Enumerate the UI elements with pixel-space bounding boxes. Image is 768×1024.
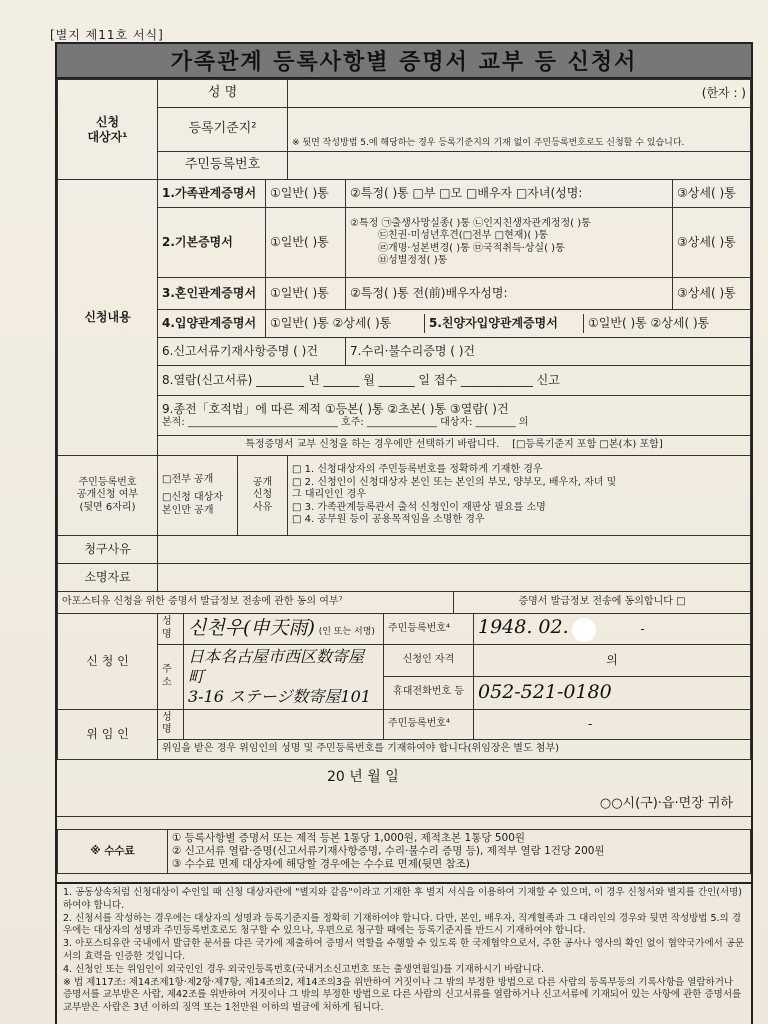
note-item: ※ 법 제117조: 제14조제1항·제2항·제7항, 제14조의2, 제14조의3을 위반하여 거짓이나 그 밖의 부정한 방법으로 다른 사람의 등록부등의 기록사항을 열람하거나 증명서를 교부받은 사람, 제42조를 위반하여 거짓이나 그 밖의 부정한 방법으로 다른 사람의 신고서류를 열람하거나 신고서류에 기재되어 있는 사항에 관한 증명서를 교부받은 사람은 3년 이하의 징역 또는 1천만원 이하의 벌금에 처하게 됩니다. xyxy=(63,976,742,1014)
row3-specific[interactable]: ②특정( )통 전(前)배우자성명: xyxy=(346,278,673,310)
row4-5-cell xyxy=(266,310,751,338)
form-title: 가족관계 등록사항별 증명서 교부 등 신청서 xyxy=(170,50,638,75)
row7[interactable]: 7.수리·불수리증명 ( )건 xyxy=(346,338,751,366)
row9-sub: 본적: ______________________________ 호주: ______________ 대상자: ________ 의 xyxy=(162,416,529,428)
row2-label: 2.기본증명서 xyxy=(158,208,266,278)
reason-label: 공개 신청 사유 xyxy=(238,456,288,536)
delegate-rrn-field[interactable] xyxy=(474,709,751,739)
applicant-address-label: 주소 xyxy=(158,644,184,709)
reason-item[interactable]: □ 3. 가족관계등록관서 출석 신청인이 재판상 필요를 소명 xyxy=(292,501,546,513)
applicant-rrn-label: 주민등록번호⁴ xyxy=(384,614,474,645)
row5-label: 5.친양자입양관계증명서 xyxy=(425,314,584,333)
apostille-consent[interactable]: 증명서 발급정보 전송에 동의합니다 □ xyxy=(454,592,751,614)
row2-specific-line: ㉥성별정정( )통 xyxy=(378,255,448,266)
rrn-label: 주민등록번호 xyxy=(158,152,288,180)
delegate-section-label: 위 임 인 xyxy=(58,709,158,759)
disclosure-table xyxy=(57,455,751,592)
phone-label: 휴대전화번호 등 xyxy=(384,676,474,709)
date-line[interactable]: 20 년 월 일 xyxy=(327,768,399,785)
row1-specific[interactable]: ②특정( )통 □부 □모 □배우자 □자녀(성명: xyxy=(346,180,673,208)
specific-note-row xyxy=(158,436,751,456)
registry-field[interactable] xyxy=(288,108,751,152)
row4-5-table xyxy=(266,314,750,333)
note-item: 3. 아포스티유란 국내에서 발급한 문서를 다른 국가에 제출하여 증명서 역할을 수행할 수 있도록 한 국제협약으로서, 주한 공사나 영사의 확인 없이 협약국가에서 공문서의 효력을 인증한 것입니다. xyxy=(63,938,745,962)
row2-detail[interactable]: ③상세( )통 xyxy=(673,208,751,278)
row2-general[interactable]: ①일반( )통 xyxy=(266,208,346,278)
rrn-dash: - xyxy=(588,716,593,731)
row9[interactable] xyxy=(158,396,751,436)
target-table xyxy=(57,79,751,180)
fee-items xyxy=(168,829,751,873)
row6[interactable]: 6.신고서류기재사항증명 ( )건 xyxy=(158,338,346,366)
registry-note: ※ 뒷면 작성방법 5.에 해당하는 경우 등록기준지의 기재 없이 주민등록번호로도 신청할 수 있습니다. xyxy=(292,137,685,148)
opt-self[interactable]: □신청 대상자 본인만 공개 xyxy=(162,492,223,516)
fee-item: ③ 수수료 면제 대상자에 해당할 경우에는 수수료 면제(뒷면 참조) xyxy=(172,857,470,870)
row3-detail[interactable]: ③상세( )통 xyxy=(673,278,751,310)
row2-specific-line: ㉣개명·성본변경( )통 ㉤국적취득·상실( )통 xyxy=(378,242,565,254)
row1-general[interactable]: ①일반( )통 xyxy=(266,180,346,208)
registry-label: 등록기준지² xyxy=(158,108,288,152)
applicant-rrn: 1948. 02. xyxy=(478,616,569,638)
content-table xyxy=(57,179,751,456)
reason-item[interactable]: □ 4. 공무원 등이 공용목적임을 소명한 경우 xyxy=(292,514,485,526)
row3-general[interactable]: ①일반( )통 xyxy=(266,278,346,310)
sign-label: (인 또는 서명) xyxy=(318,626,375,637)
disclosure-options xyxy=(158,456,238,536)
fee-table xyxy=(57,829,751,874)
row9-label: 9.종전「호적법」에 따른 제적 ①등본( )통 ②초본( )통 ③열람( )건 xyxy=(162,401,509,416)
note-item: 4. 신청인 또는 위임인이 외국인인 경우 외국인등록번호(국내거소신고번호 또는 출생연월일)를 기재하시기 바랍니다. xyxy=(63,963,545,975)
row2-specific-line: ㉢친권·미성년후견(□전부 □현재)( )통 xyxy=(378,230,548,241)
apostille-table xyxy=(57,591,751,614)
proof-field[interactable] xyxy=(158,564,751,592)
opt-all[interactable]: □전부 공개 xyxy=(162,473,214,485)
name-label: 성 명 xyxy=(158,80,288,108)
rrn-dash: - xyxy=(640,622,645,636)
row5-options[interactable]: ①일반( )통 ②상세( )통 xyxy=(588,316,710,330)
reason-item[interactable]: □ 1. 신청대상자의 주민등록번호를 정확하게 기재한 경우 xyxy=(292,464,543,476)
phone-field[interactable] xyxy=(474,676,751,709)
note-item: 2. 신청서를 작성하는 경우에는 대상자의 성명과 등록기준지를 정확히 기재하여야 합니다. 다만, 본인, 배우자, 직계혈족과 그 대리인의 경우와 뒷면 작성방법 5.의 경우에는 대상자의 성명과 주민등록번호로도 청구할 수 있으나, 우편으로 청구할 때에는 등록기준지를 반드시 기재하여야 합니다. xyxy=(63,912,741,937)
registry-include[interactable]: [□등록기준지 포함 □본(本) 포함] xyxy=(512,439,663,451)
applicant-table xyxy=(57,613,751,760)
row4-options[interactable]: ①일반( )통 ②상세( )통 xyxy=(266,314,425,333)
address-line: 日本名古屋市西区数寄屋町 xyxy=(188,646,365,686)
reasons xyxy=(288,456,751,536)
applicant-name-label: 성명 xyxy=(158,614,184,645)
notes xyxy=(57,882,751,1018)
proof-label: 소명자료 xyxy=(58,564,158,592)
applicant-rrn-field[interactable] xyxy=(474,614,751,645)
form-title-bar xyxy=(57,44,751,79)
date-block xyxy=(57,760,751,817)
row2-specific-line: ②특정 ㉠출생사망실종( )통 ㉡인지친생자관계정정( )통 xyxy=(350,217,591,229)
disclosure-section-label: 주민등록번호 공개신청 여부 (뒷면 6자리) xyxy=(58,456,158,536)
address-line: 3-16 ステージ数寄屋101 xyxy=(188,686,371,706)
fee-label: ※ 수수료 xyxy=(58,829,168,873)
application-form xyxy=(55,42,753,1024)
claim-reason-field[interactable] xyxy=(158,536,751,564)
delegate-name-field[interactable] xyxy=(184,709,384,739)
applicant-address-field[interactable] xyxy=(184,644,384,709)
rrn-field[interactable] xyxy=(288,152,751,180)
row1-label: 1.가족관계증명서 xyxy=(158,180,266,208)
applicant-name-field[interactable] xyxy=(184,614,384,645)
target-section-label: 신청 대상자¹ xyxy=(58,80,158,180)
phone-value: 052-521-0180 xyxy=(478,680,612,703)
qualification-label: 신청인 자격 xyxy=(384,644,474,676)
row3-label: 3.혼인관계증명서 xyxy=(158,278,266,310)
row4-label: 4.입양관계증명서 xyxy=(158,310,266,338)
specific-note: 특정증명서 교부 신청을 하는 경우에만 선택하기 바랍니다. xyxy=(245,439,500,451)
content-section-label: 신청내용 xyxy=(58,180,158,456)
apostille-left: 아포스티유 신청을 위한 증명서 발급정보 전송에 관한 동의 여부⁷ xyxy=(58,592,454,614)
claim-reason-label: 청구사유 xyxy=(58,536,158,564)
redaction-mark xyxy=(572,618,596,642)
applicant-section-label: 신 청 인 xyxy=(58,614,158,710)
recipient: ○○시(구)·읍·면장 귀하 xyxy=(599,795,733,811)
fee-item: ① 등록사항별 증명서 또는 제적 등본 1통당 1,000원, 제적초본 1통당 500원 xyxy=(172,831,526,844)
hanja-field[interactable]: (한자 : ) xyxy=(288,80,751,108)
applicant-name: 신천우(申天雨) xyxy=(188,616,315,639)
note-item: 1. 공동상속처럼 신청대상이 수인일 때 신청 대상자란에 "별지와 같음"이라고 기재한 후 별지 서식을 이용하여 기재할 수 있으며, 이 경우 신청서와 별지를 간인(서명)하여야 합니다. xyxy=(63,886,742,911)
row2-specific[interactable] xyxy=(346,208,673,278)
fee-item: ② 신고서류 열람·증명(신고서류기재사항증명, 수리·불수리 증명 등), 제적부 열람 1건당 200원 xyxy=(172,844,605,857)
row1-detail[interactable]: ③상세( )통 xyxy=(673,180,751,208)
reason-item[interactable]: □ 2. 신청인이 신청대상자 본인 또는 본인의 부모, 양부모, 배우자, 자녀 및 그 대리인인 경우 xyxy=(292,476,617,501)
delegate-name-label: 성명 xyxy=(158,709,184,739)
delegate-note: 위임을 받은 경우 위임인의 성명 및 주민등록번호를 기재하여야 합니다(위임장은 별도 첨부) xyxy=(158,739,751,759)
row8[interactable]: 8.열람(신고서류) ________ 년 ______ 월 ______ 일 접수 ____________ 신고 xyxy=(158,366,751,396)
delegate-rrn-label: 주민등록번호⁴ xyxy=(384,709,474,739)
form-tag: [별지 제11호 서식] xyxy=(50,28,164,42)
qualification-field[interactable]: 의 xyxy=(474,644,751,676)
